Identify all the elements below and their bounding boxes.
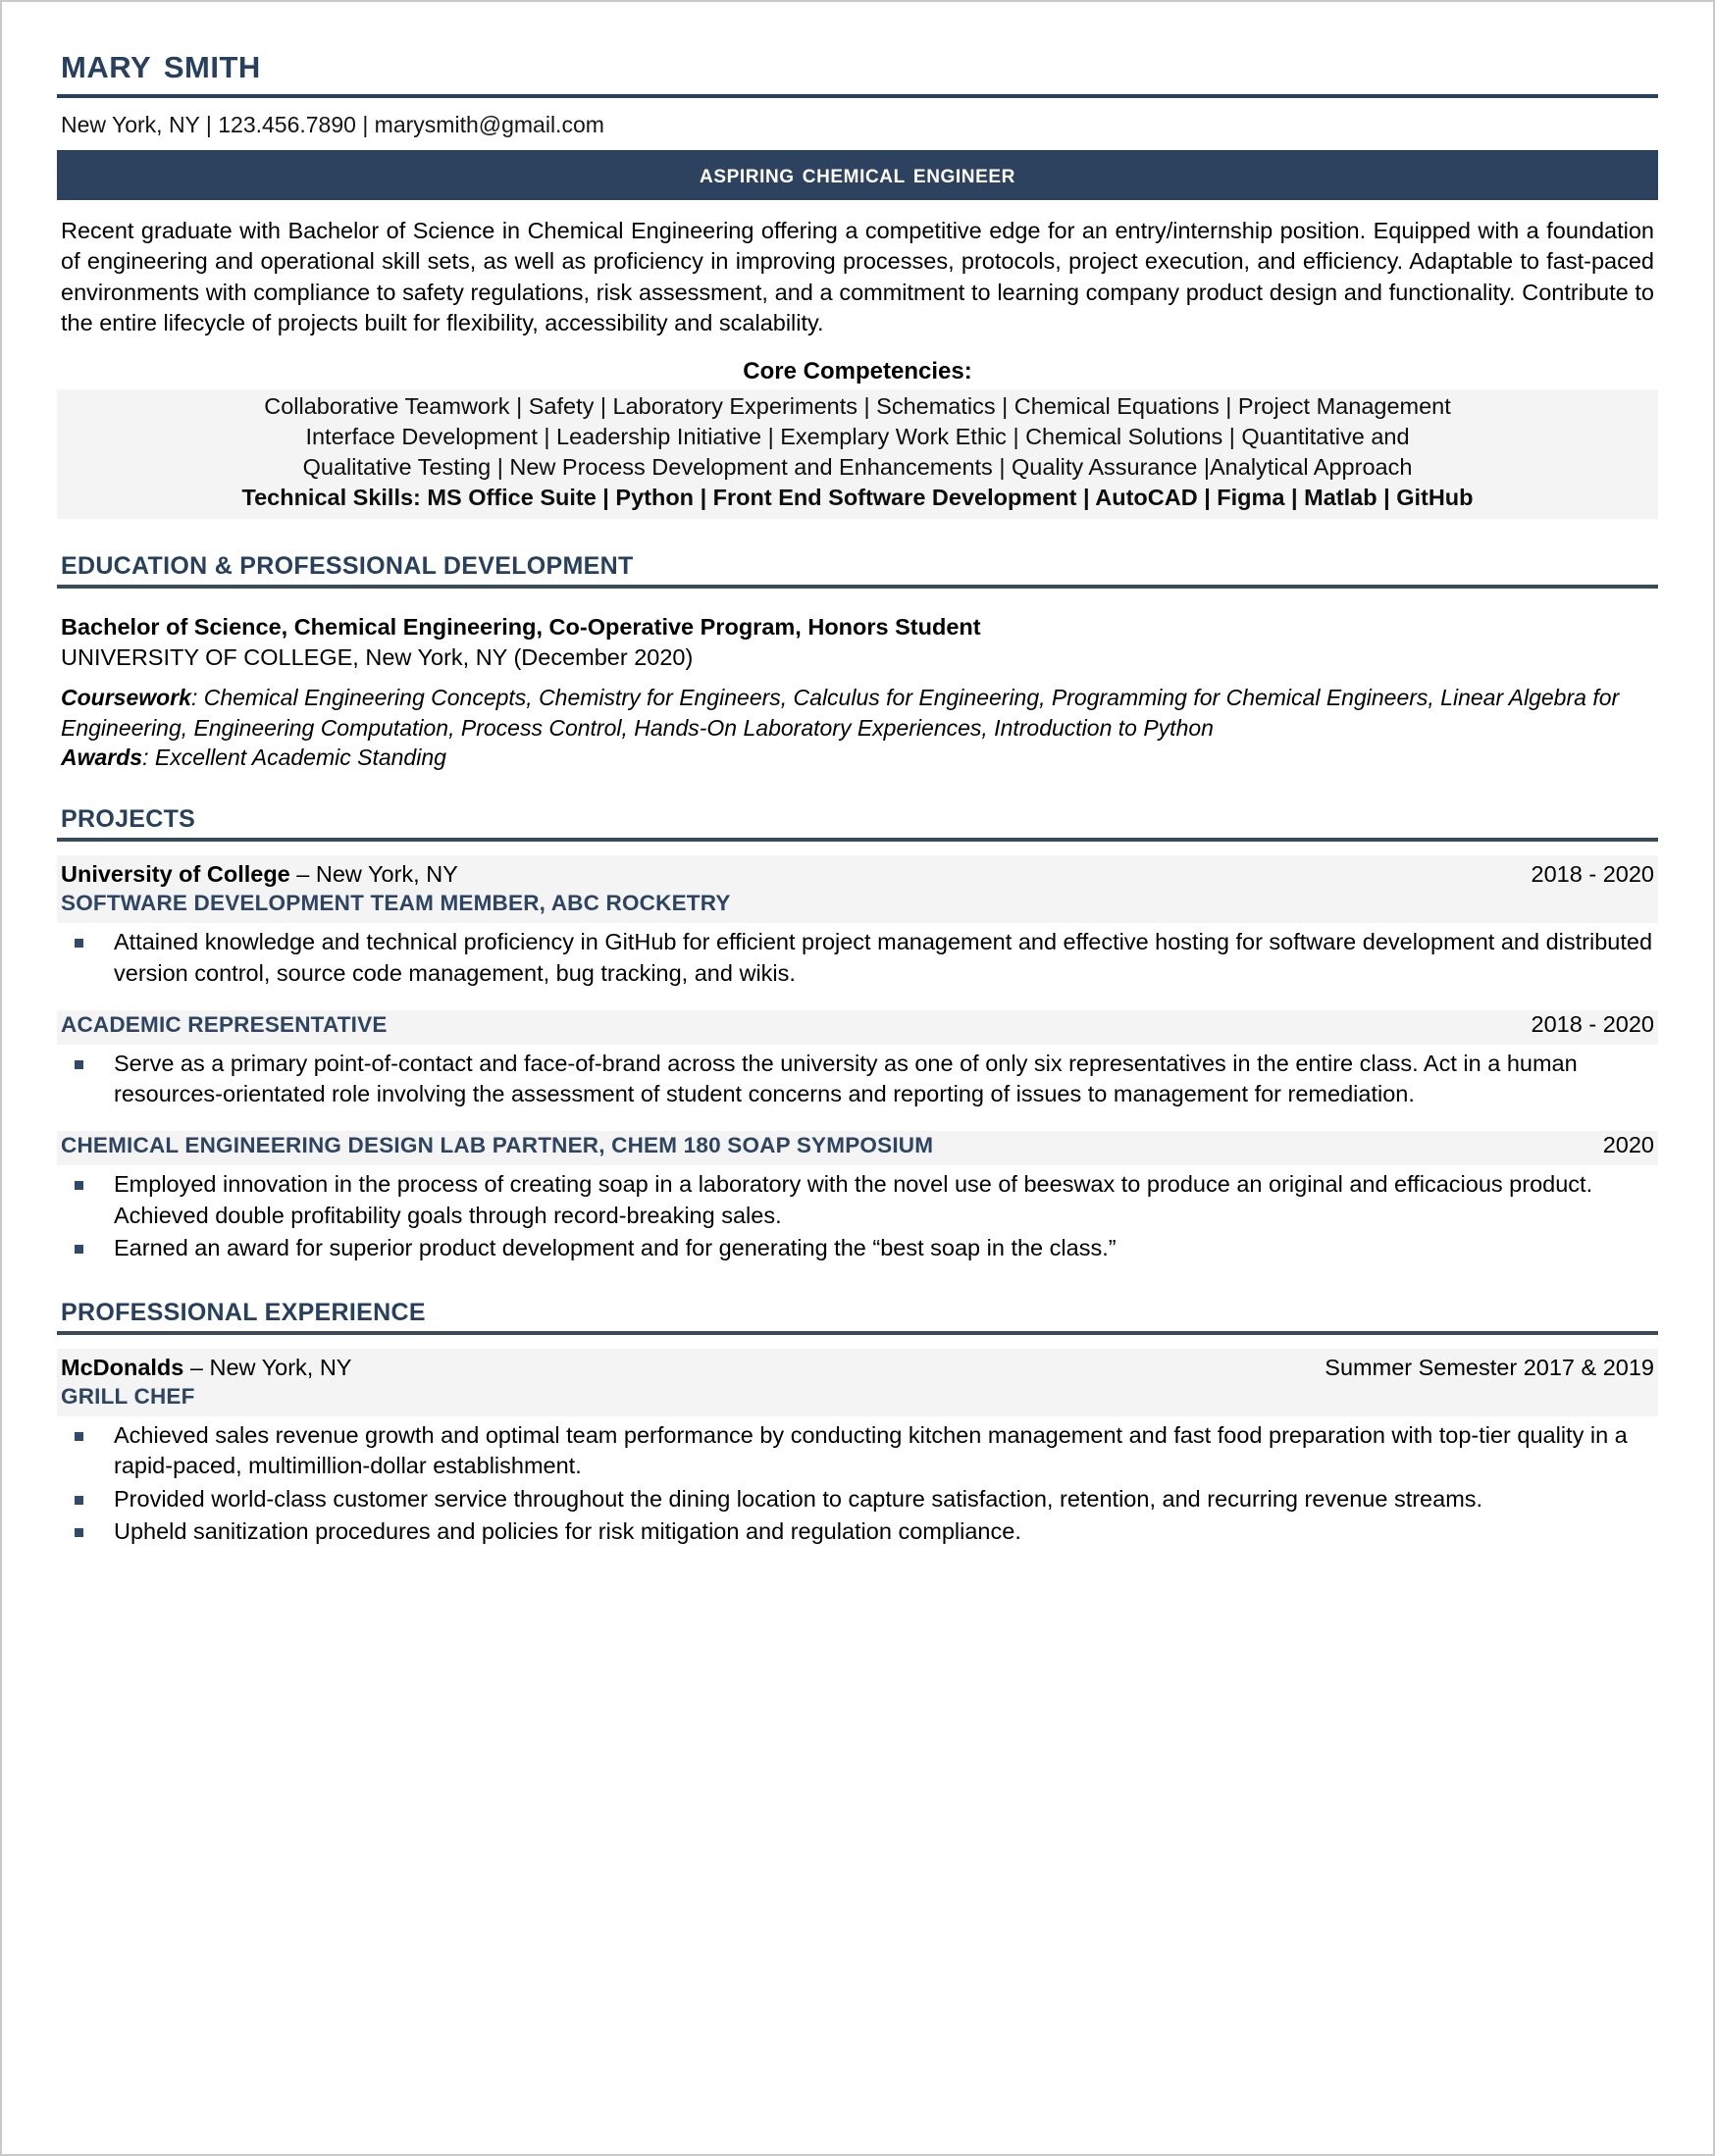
bullet-square-icon (75, 1181, 83, 1190)
coursework-text: : Chemical Engineering Concepts, Chemistry for Engineers, Calculus for Engineering, Programming for Chemical Engineers, Linear Algebra for Engineering, Engineering Computation, Process Control, Hands-On Laboratory Experiences, Introduction to Python (61, 685, 1620, 741)
contact-line: New York, NY | 123.456.7890 | marysmith@gmail.com (61, 112, 604, 138)
education-school: UNIVERSITY OF COLLEGE, New York, NY (December 2020) (61, 644, 694, 671)
entry-bullets (57, 1045, 1658, 1110)
entry-organization (61, 1355, 351, 1381)
org-location: – New York, NY (289, 861, 458, 888)
bullet-text: Provided world-class customer service throughout the dining location to capture satisfaction, retention, and recurring revenue streams. (114, 1485, 1483, 1512)
entry-org-row (57, 855, 1658, 890)
list-item (61, 1233, 1654, 1263)
section-heading-projects: PROJECTS (61, 805, 196, 834)
entry-dates: Summer Semester 2017 & 2019 (1325, 1355, 1654, 1381)
section-divider-projects (57, 838, 1658, 842)
entry-title-row (57, 1131, 1658, 1165)
spacer (57, 1111, 1658, 1131)
entry-role-title: ACADEMIC REPRESENTATIVE (61, 1011, 388, 1037)
section-divider-education (57, 585, 1658, 589)
entry-role-title: CHEMICAL ENGINEERING DESIGN LAB PARTNER, CHEM 180 SOAP SYMPOSIUM (61, 1133, 934, 1158)
core-competencies-box (57, 389, 1658, 519)
entry-role-title: SOFTWARE DEVELOPMENT TEAM MEMBER, ABC ROCKETRY (61, 891, 731, 916)
section-heading-experience: PROFESSIONAL EXPERIENCE (61, 1299, 426, 1327)
bullet-square-icon (75, 1432, 83, 1441)
entry-bullets (57, 1165, 1658, 1263)
list-item (61, 1484, 1654, 1514)
list-item (61, 1420, 1654, 1482)
bullet-text: Upheld sanitization procedures and policies for risk mitigation and regulation compliance. (114, 1517, 1021, 1544)
bullet-square-icon (75, 1060, 83, 1069)
section-heading-education: EDUCATION & PROFESSIONAL DEVELOPMENT (61, 552, 634, 581)
education-degree: Bachelor of Science, Chemical Engineering, Co-Operative Program, Honors Student (61, 614, 981, 641)
org-name: University of College (61, 861, 290, 888)
org-location: – New York, NY (183, 1355, 352, 1381)
bullet-square-icon (75, 1496, 83, 1505)
entry-title-row (57, 1010, 1658, 1045)
entry-bullets (57, 923, 1658, 989)
section-divider-experience (57, 1331, 1658, 1335)
entry-title-row (57, 1383, 1658, 1416)
education-coursework (57, 673, 1658, 743)
professional-summary: Recent graduate with Bachelor of Science in Chemical Engineering offering a competitive edge for an entry/internship position. Equipped with a foundation of engineering and operational skill sets, as well as proficiency in improving processes, protocols, project execution, and efficiency. Adaptable to fast-paced environments with compliance to safety regulations, risk assessment, and a commitment to learning company product design and functionality. Contribute to the entire lifecycle of projects built for flexibility, accessibility and scalability. (61, 218, 1654, 335)
competency-line-2: Interface Development | Leadership Initiative | Exemplary Work Ethic | Chemical Solutions | Quantitative and (305, 424, 1410, 450)
coursework-label: Coursework (61, 685, 191, 711)
entry-dates: 2018 - 2020 (1531, 861, 1654, 888)
bullet-text: Attained knowledge and technical proficiency in GitHub for efficient project management and effective hosting for software development and distributed version control, source code management, bug tracking, and wikis. (114, 929, 1653, 986)
bullet-text: Serve as a primary point-of-contact and face-of-brand across the university as one of only six representatives in the entire class. Act in a human resources-orientated role involving the assessment of student concerns and reporting of issues to management for remediation. (114, 1050, 1578, 1107)
spacer (57, 991, 1658, 1010)
awards-text: : Excellent Academic Standing (142, 744, 446, 770)
entry-dates: 2018 - 2020 (1531, 1010, 1654, 1037)
education-awards (57, 743, 1658, 772)
bullet-square-icon (75, 1528, 83, 1537)
competency-line-1: Collaborative Teamwork | Safety | Laboratory Experiments | Schematics | Chemical Equations | Project Management (264, 393, 1451, 420)
job-title-banner: aspiring chemical engineer (57, 150, 1658, 200)
list-item (61, 1049, 1654, 1110)
bullet-text: Achieved sales revenue growth and optimal team performance by conducting kitchen management and fast food preparation with top-tier quality in a rapid-paced, multimillion-dollar establishment. (114, 1422, 1628, 1479)
org-name: McDonalds (61, 1355, 184, 1381)
entry-dates: 2020 (1602, 1132, 1654, 1158)
bullet-square-icon (75, 939, 83, 948)
entry-org-row (57, 1349, 1658, 1383)
list-item (61, 1169, 1654, 1231)
competency-line-3: Qualitative Testing | New Process Development and Enhancements | Quality Assurance |Analytical Approach (302, 454, 1413, 481)
entry-role-title: GRILL CHEF (61, 1384, 195, 1410)
bullet-text: Earned an award for superior product development and for generating the “best soap in the class.” (114, 1234, 1117, 1260)
entry-title-row (57, 890, 1658, 923)
bullet-text: Employed innovation in the process of creating soap in a laboratory with the novel use of beeswax to produce an original and efficacious product. Achieved double profitability goals through record-breaking sales. (114, 1171, 1593, 1228)
core-competencies-title: Core Competencies: (743, 358, 972, 385)
resume-content (41, 41, 1674, 1547)
list-item (61, 1516, 1654, 1547)
entry-bullets (57, 1416, 1658, 1547)
list-item (61, 927, 1654, 989)
page-title: mary smith (61, 39, 261, 87)
awards-label: Awards (61, 744, 143, 770)
technical-skills-line: Technical Skills: MS Office Suite | Python | Front End Software Development | AutoCAD | Figma | Matlab | GitHub (241, 485, 1474, 511)
bullet-square-icon (75, 1245, 83, 1254)
entry-organization (61, 861, 458, 888)
